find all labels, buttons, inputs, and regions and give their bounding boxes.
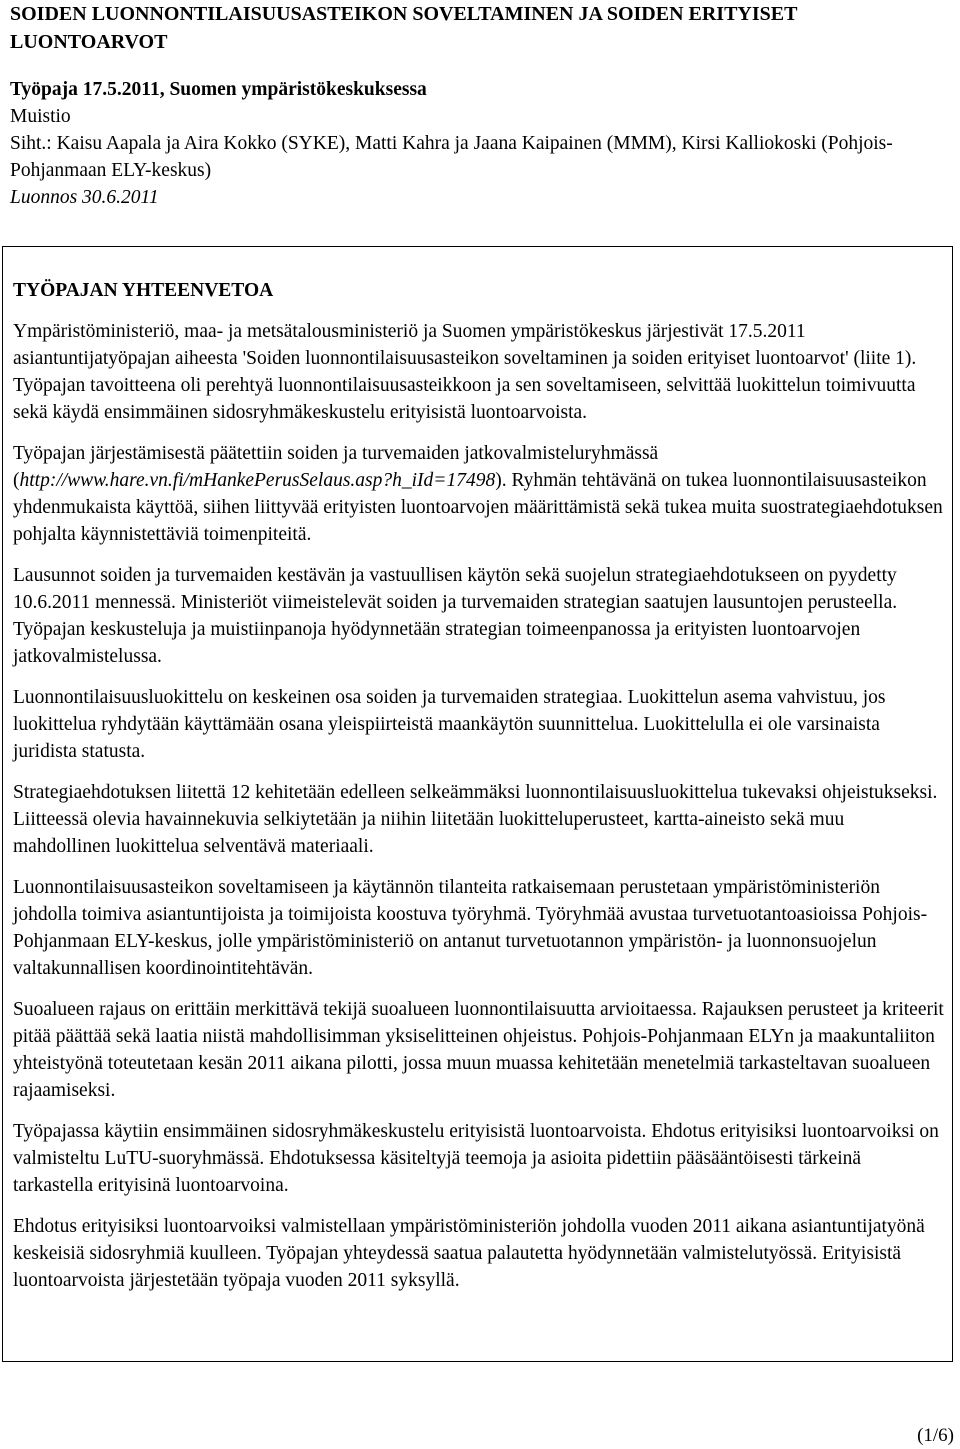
- paragraph-2: [13, 440, 944, 548]
- page-title: SOIDEN LUONNONTILAISUUSASTEIKON SOVELTAMINEN JA SOIDEN ERITYISET LUONTOARVOT: [10, 3, 798, 53]
- paragraph-2-start: Työpajan järjestämisestä päätettiin soiden ja turvemaiden jatkovalmisteluryhmässä (: [13, 443, 659, 491]
- document-header: [10, 76, 955, 211]
- paragraph-6: Luonnontilaisuusasteikon soveltamiseen ja käytännön tilanteita ratkaisemaan perustetaan ympäristöministeriön johdolla toimiva asiantuntijoista ja toimijoista koostuva työryhmä. Työryhmää avustaa turvetuotantoasioissa Pohjois-Pohjanmaan ELY-keskus, jolle ympäristöministeriö on antanut turvetuotannon ympäristön- ja luonnonsuojelun valtakunnallisen koordinointitehtävän.: [13, 877, 928, 979]
- paragraph-5: Strategiaehdotuksen liitettä 12 kehitetään edelleen selkeämmäksi luonnontilaisuusluokittelua tukevaksi ohjeistukseksi. Liitteessä olevia havainnekuvia selkiytetään ja niihin liitetään luokitteluperusteet, kartta-aineisto sekä muu mahdollinen luokittelua selventävä materiaali.: [13, 782, 938, 857]
- paragraph-1: Ympäristöministeriö, maa- ja metsätalousministeriö ja Suomen ympäristökeskus järjestivät 17.5.2011 asiantuntijatyöpajan aiheesta 'Soiden luonnontilaisuusasteikon soveltaminen ja soiden erityiset luontoarvot' (liite 1). Työpajan tavoitteena oli perehtyä luonnontilaisuusasteikkoon ja sen soveltamiseen, selvittää luokittelun toimivuutta sekä käydä ensimmäinen sidosryhmäkeskustelu erityisistä luontoarvoista.: [13, 321, 917, 423]
- paragraph-8: Työpajassa käytiin ensimmäinen sidosryhmäkeskustelu erityisistä luontoarvoista. Ehdotus erityisiksi luontoarvoiksi on valmisteltu LuTU-suoryhmässä. Ehdotuksessa käsiteltyjä teemoja ja asioita pidettiin pääsääntöisesti tärkeinä tarkastella erityisinä luontoarvoina.: [13, 1121, 939, 1196]
- summary-box: [2, 246, 953, 1362]
- paragraph-4: Luonnontilaisuusluokittelu on keskeinen osa soiden ja turvemaiden strategiaa. Luokittelun asema vahvistuu, jos luokittelua ryhdytään käyttämään osana yleispiirteistä maankäytön suunnittelua. Luokittelulla ei ole varsinaista juridista statusta.: [13, 687, 886, 762]
- paragraph-2-end: ). Ryhmän tehtävänä on tukea luonnontilaisuusasteikon yhdenmukaista käyttöä, siihen liittyvää erityisten luontoarvojen määrittämistä sekä tukea muita suostrategiaehdotuksen pohjalta käynnistettäviä toimenpiteitä.: [13, 470, 943, 545]
- jatkovalmistelu-link[interactable]: http://www.hare.vn.fi/mHankePerusSelaus.asp?h_iId=17498: [19, 470, 496, 491]
- draft-date: Luonnos 30.6.2011: [10, 187, 159, 208]
- recipients-line: Siht.: Kaisu Aapala ja Aira Kokko (SYKE), Matti Kahra ja Jaana Kaipainen (MMM), Kirsi Kalliokoski (Pohjois-Pohjanmaan ELY-keskus): [10, 133, 893, 181]
- paragraph-3: Lausunnot soiden ja turvemaiden kestävän ja vastuullisen käytön sekä suojelun strategiaehdotukseen on pyydetty 10.6.2011 mennessä. Ministeriöt viimeistelevät soiden ja turvemaiden strategian saatujen lausuntojen perusteella. Työpajan keskusteluja ja muistiinpanoja hyödynnetään strategian toimeenpanossa ja erityisten luontoarvojen jatkovalmistelussa.: [13, 565, 898, 667]
- document-type: Muistio: [10, 106, 71, 127]
- workshop-line: Työpaja 17.5.2011, Suomen ympäristökeskuksessa: [10, 79, 427, 100]
- page-number: (1/6): [917, 1425, 954, 1446]
- paragraph-7: Suoalueen rajaus on erittäin merkittävä tekijä suoalueen luonnontilaisuutta arvioitaessa. Rajauksen perusteet ja kriteerit pitää päättää sekä laatia niistä mahdollisimman yksiselitteinen ohjeistus. Pohjois-Pohjanmaan ELYn ja maakuntaliiton yhteistyönä toteutetaan kesän 2011 aikana pilotti, jossa muun muassa kehitetään menetelmiä tarkasteltavan suoalueen rajaamiseksi.: [13, 999, 944, 1101]
- summary-heading: TYÖPAJAN YHTEENVETOA: [13, 280, 274, 301]
- paragraph-9: Ehdotus erityisiksi luontoarvoiksi valmistellaan ympäristöministeriön johdolla vuoden 2011 aikana asiantuntijatyönä keskeisiä sidosryhmiä kuulleen. Työpajan yhteydessä saatua palautetta hyödynnetään valmistelutyössä. Erityisistä luontoarvoista järjestetään työpaja vuoden 2011 syksyllä.: [13, 1216, 925, 1291]
